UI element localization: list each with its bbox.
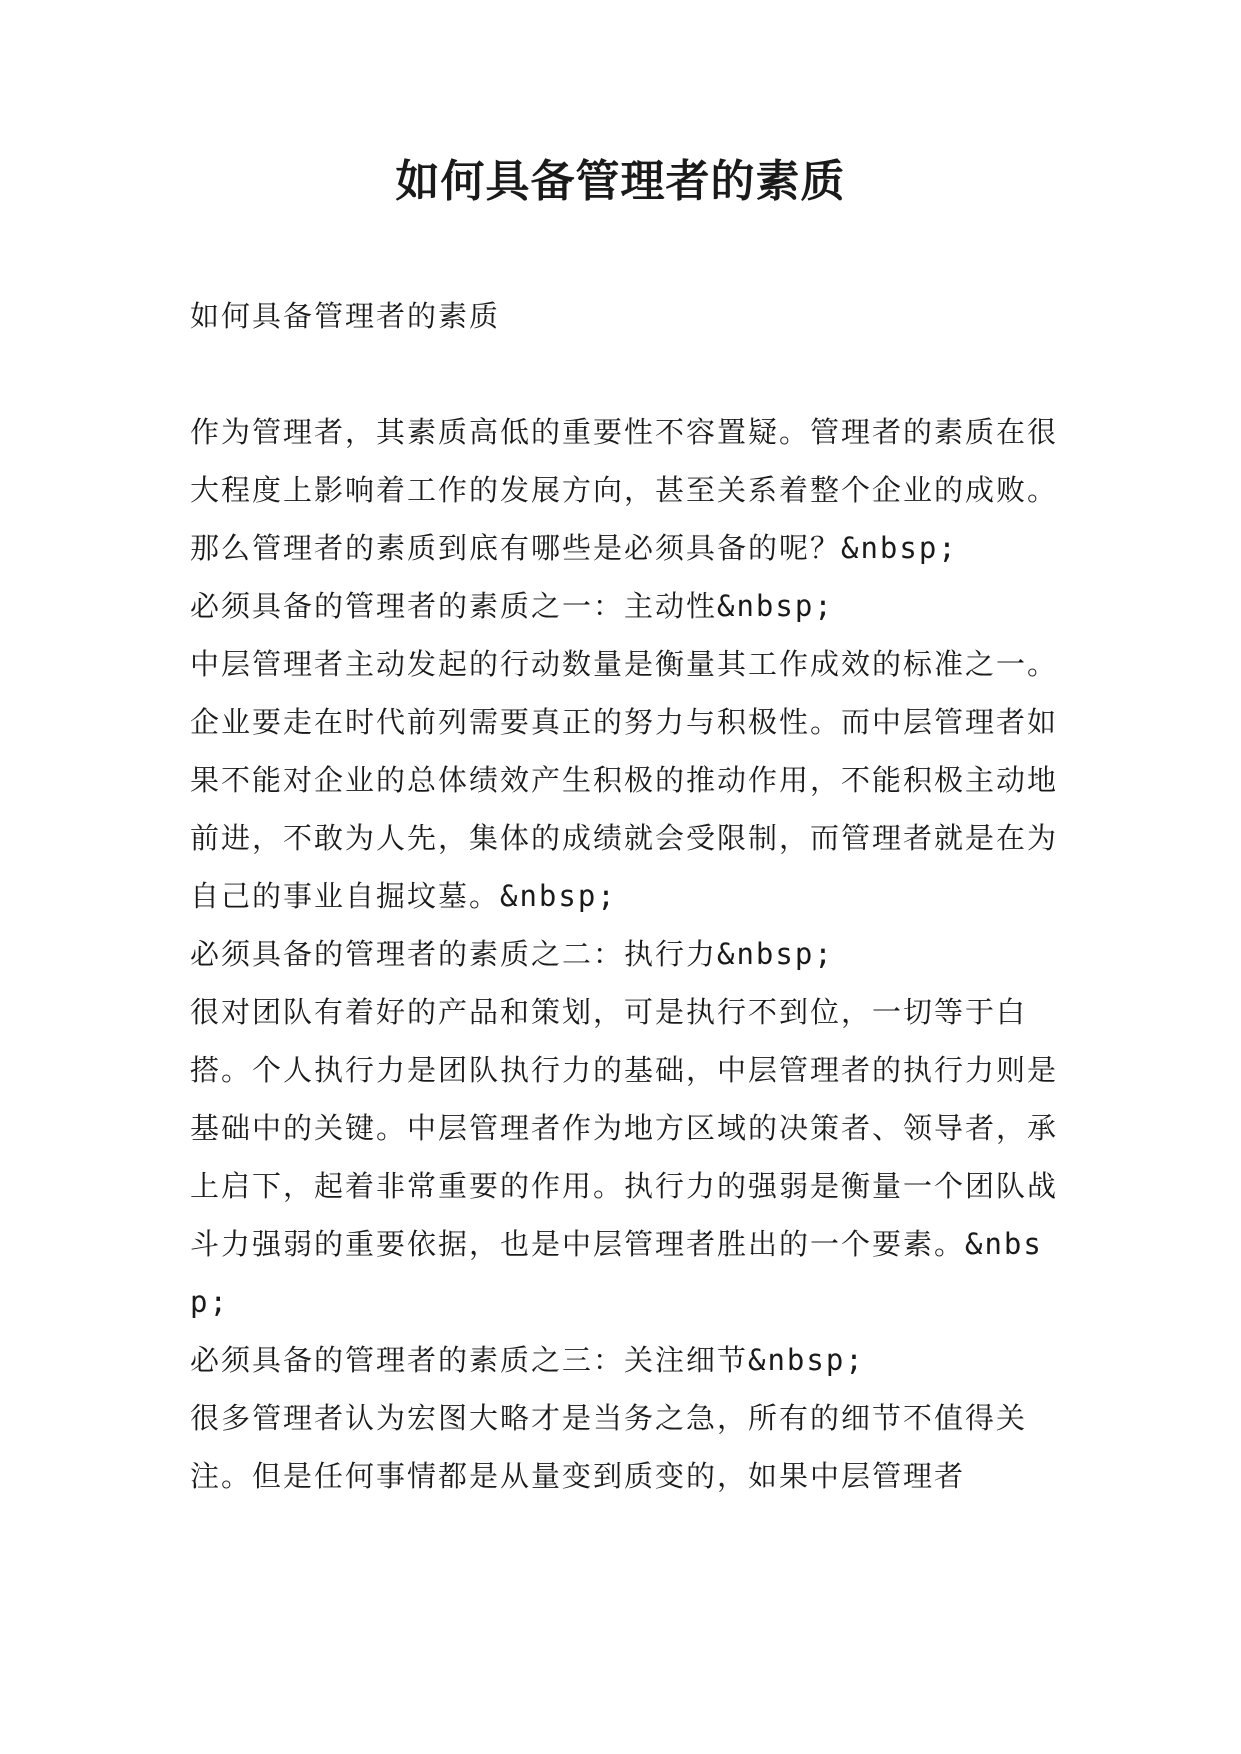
paragraph-execution: 很对团队有着好的产品和策划，可是执行不到位，一切等于白搭。个人执行力是团队执行力的基础，中层管理者的执行力则是基础中的关键。中层管理者作为地方区域的决策者、领导者，承上启下，起着非常重要的作用。执行力的强弱是衡量一个团队战斗力强弱的重要依据，也是中层管理者胜出的一个要素。&nbsp;	[190, 995, 1059, 1319]
spacer	[190, 345, 1060, 403]
document-subtitle: 如何具备管理者的素质	[190, 299, 501, 333]
paragraph-details: 很多管理者认为宏图大略才是当务之急，所有的细节不值得关注。但是任何事情都是从量变到质变的，如果中层管理者	[190, 1401, 1028, 1493]
paragraph-initiative: 中层管理者主动发起的行动数量是衡量其工作成效的标准之一。企业要走在时代前列需要真正的努力与积极性。而中层管理者如果不能对企业的总体绩效产生积极的推动作用，不能积极主动地前进，不敢为人先，集体的成绩就会受限制，而管理者就是在为自己的事业自掘坟墓。&nbsp;	[190, 647, 1059, 913]
paragraph-intro: 作为管理者，其素质高低的重要性不容置疑。管理者的素质在很大程度上影响着工作的发展方向，甚至关系着整个企业的成败。那么管理者的素质到底有哪些是必须具备的呢？&nbsp;	[190, 415, 1059, 565]
heading-execution: 必须具备的管理者的素质之二：执行力&nbsp;	[190, 937, 834, 971]
heading-details: 必须具备的管理者的素质之三：关注细节&nbsp;	[190, 1343, 865, 1377]
document-body	[190, 287, 1060, 1505]
document-title: 如何具备管理者的素质	[395, 156, 846, 207]
heading-initiative: 必须具备的管理者的素质之一：主动性&nbsp;	[190, 589, 834, 623]
